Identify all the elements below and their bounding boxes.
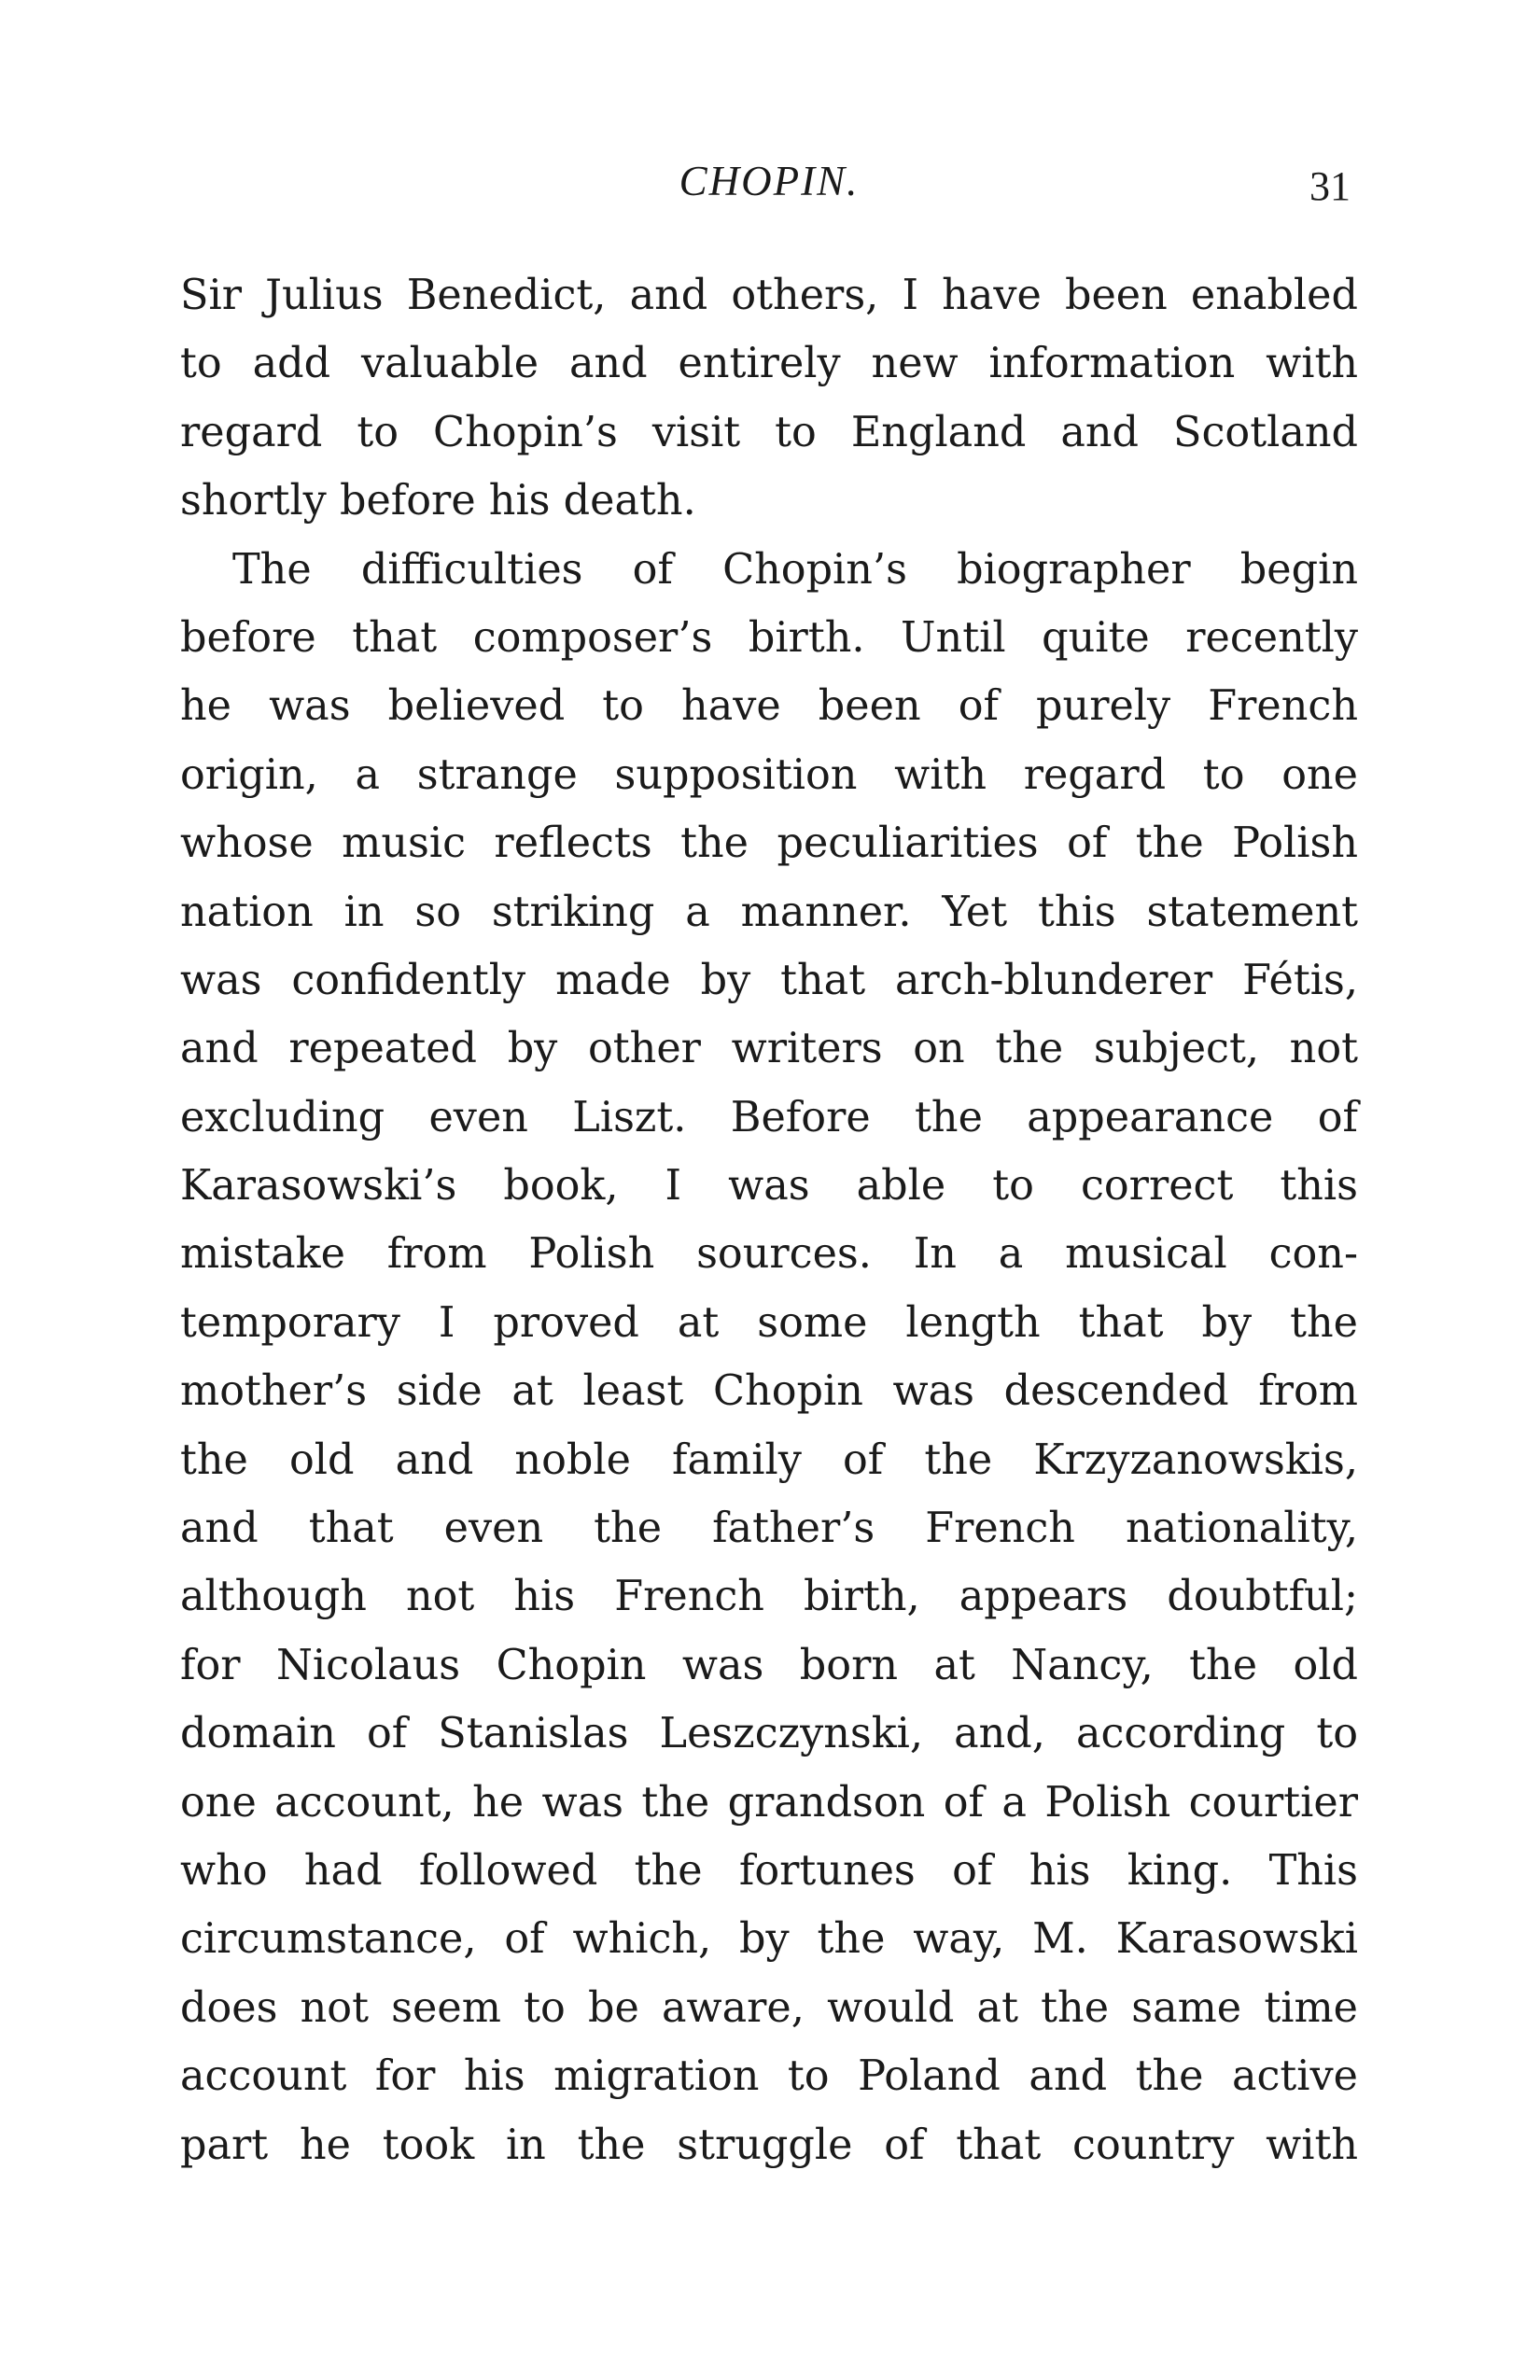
text-line: mother’s side at least Chopin was descended from — [180, 1367, 1358, 1416]
text-line: does not seem to be aware, would at the same time — [180, 1983, 1358, 2032]
text-line: he was believed to have been of purely French — [180, 682, 1358, 731]
text-line: The difficulties of Chopin’s biographer begin — [232, 545, 1358, 594]
text-line: nation in so striking a manner. Yet this statement — [180, 888, 1358, 936]
paragraph — [180, 536, 1358, 2179]
text-line: part he took in the struggle of that country with — [180, 2121, 1358, 2169]
text-line: regard to Chopin’s visit to England and Scotland — [180, 408, 1358, 456]
text-line: temporary I proved at some length that by the — [180, 1298, 1358, 1347]
text-line: shortly before his death. — [180, 477, 696, 525]
text-line: Sir Julius Benedict, and others, I have been enabled — [180, 272, 1358, 319]
text-line: Karasowski’s book, I was able to correct this — [180, 1162, 1358, 1211]
text-line: for Nicolaus Chopin was born at Nancy, the old — [180, 1641, 1358, 1689]
text-line: whose music reflects the peculiarities of the Polish — [180, 819, 1358, 868]
text-line: was confidently made by that arch-blunderer Fétis, — [180, 956, 1358, 1004]
running-title: CHOPIN. — [679, 158, 860, 204]
text-line: the old and noble family of the Krzyzanowskis, — [180, 1435, 1358, 1484]
paragraph — [180, 261, 1358, 536]
text-line: domain of Stanislas Leszczynski, and, according to — [180, 1710, 1358, 1758]
text-line: one account, he was the grandson of a Polish courtier — [180, 1778, 1358, 1827]
running-head — [180, 157, 1358, 213]
text-line: although not his French birth, appears doubtful; — [180, 1573, 1358, 1621]
text-line: excluding even Liszt. Before the appearance of — [180, 1093, 1358, 1141]
text-line: and repeated by other writers on the subject, not — [180, 1025, 1358, 1073]
text-line: origin, a strange supposition with regard to one — [180, 750, 1358, 799]
body-text — [180, 261, 1358, 2179]
text-line: to add valuable and entirely new information with — [180, 340, 1358, 388]
text-line: circumstance, of which, by the way, M. Karasowski — [180, 1915, 1358, 1964]
text-line: mistake from Polish sources. In a musical con- — [180, 1230, 1358, 1279]
text-line: who had followed the fortunes of his king. This — [180, 1846, 1358, 1895]
text-line: and that even the father’s French nationality, — [180, 1505, 1358, 1553]
text-line: account for his migration to Poland and the active — [180, 2052, 1358, 2101]
text-line: before that composer’s birth. Until quite recently — [180, 613, 1358, 662]
page-number: 31 — [1309, 163, 1351, 209]
